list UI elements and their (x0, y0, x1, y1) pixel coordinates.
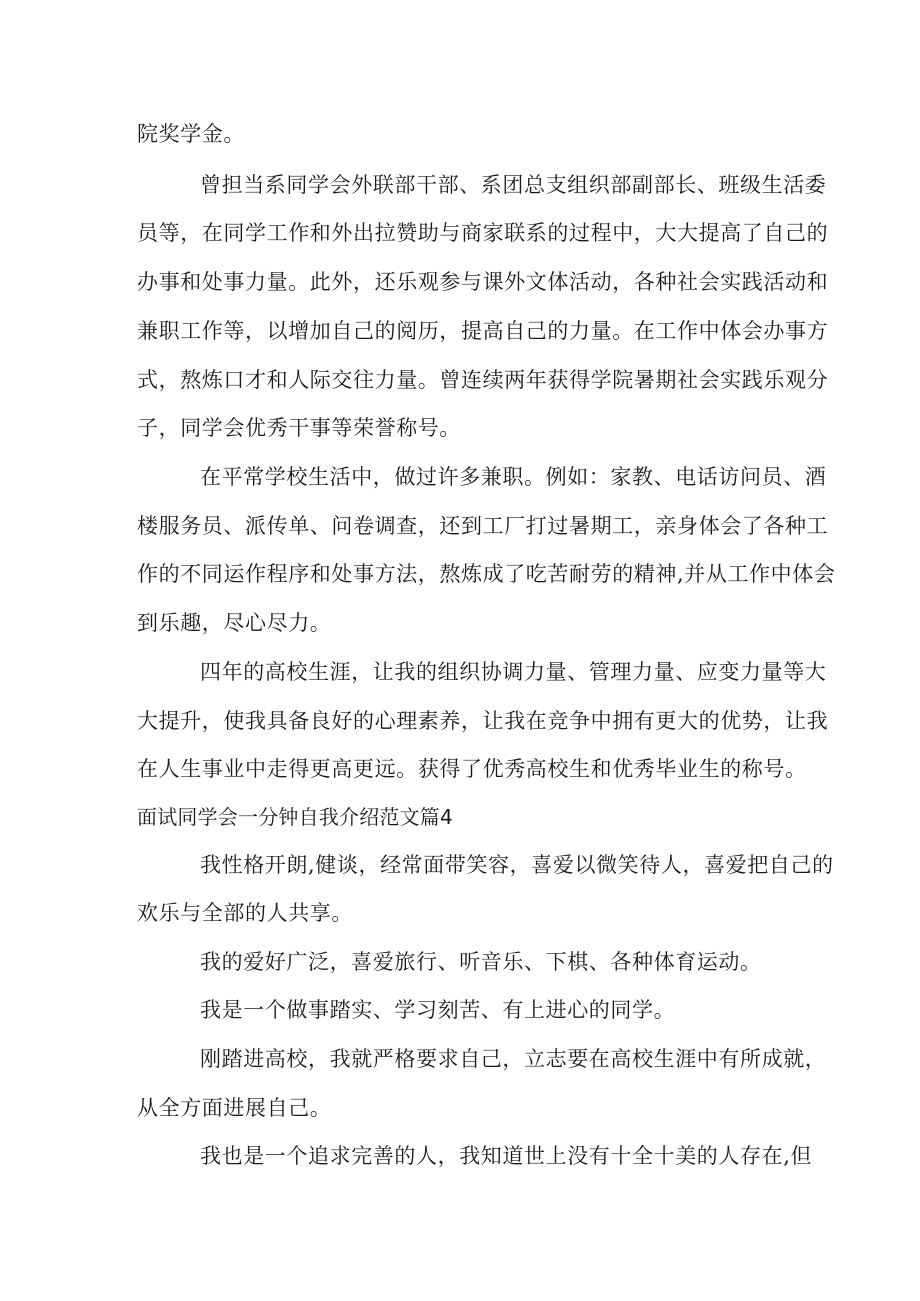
text-line: 从全方面进展自己。 (137, 1096, 332, 1120)
text-line: 兼职工作等，以增加自己的阅历，提高自己的力量。在工作中体会办事方 (137, 319, 829, 343)
paragraph-first-line: 我性格开朗,健谈，经常面带笑容，喜爱以微笑待人，喜爱把自己的 (200, 853, 834, 877)
text-line: 式，熬炼口才和人际交往力量。曾连续两年获得学院暑期社会实践乐观分 (137, 368, 829, 392)
text-line: 子，同学会优秀干事等荣誉称号。 (137, 416, 461, 440)
text-line: 欢乐与全部的人共享。 (137, 901, 353, 925)
text-line: 到乐趣，尽心尽力。 (137, 611, 332, 635)
paragraph-first-line: 我是一个做事踏实、学习刻苦、有上进心的同学。 (200, 998, 676, 1022)
text-line: 大提升，使我具备良好的心理素养，让我在竞争中拥有更大的优势，让我 (137, 709, 829, 733)
text-line: 办事和处事力量。此外，还乐观参与课外文体活动，各种社会实践活动和 (137, 270, 829, 294)
paragraph-first-line: 在平常学校生活中，做过许多兼职。例如：家教、电话访问员、酒 (200, 465, 827, 489)
text-line: 楼服务员、派传单、问卷调查，还到工厂打过暑期工，亲身体会了各种工 (137, 514, 829, 538)
paragraph-first-line: 我的爱好广泛，喜爱旅行、听音乐、下棋、各种体育运动。 (200, 950, 762, 974)
text-line: 院奖学金。 (137, 122, 245, 146)
section-heading: 面试同学会一分钟自我介绍范文篇4 (137, 805, 453, 829)
text-line: 员等，在同学工作和外出拉赞助与商家联系的过程中，大大提高了自己的 (137, 221, 829, 245)
text-line: 在人生事业中走得更高更远。获得了优秀高校生和优秀毕业生的称号。 (137, 757, 807, 781)
text-line: 作的不同运作程序和处事方法，熬炼成了吃苦耐劳的精神,并从工作中体会 (137, 562, 836, 586)
paragraph-first-line: 四年的高校生涯，让我的组织协调力量、管理力量、应变力量等大 (200, 660, 827, 684)
paragraph-first-line: 刚踏进高校，我就严格要求自己，立志要在高校生涯中有所成就， (200, 1047, 827, 1071)
paragraph-first-line: 我也是一个追求完善的人，我知道世上没有十全十美的人存在,但 (200, 1144, 813, 1168)
paragraph-first-line: 曾担当系同学会外联部干部、系团总支组织部副部长、班级生活委 (200, 173, 827, 197)
